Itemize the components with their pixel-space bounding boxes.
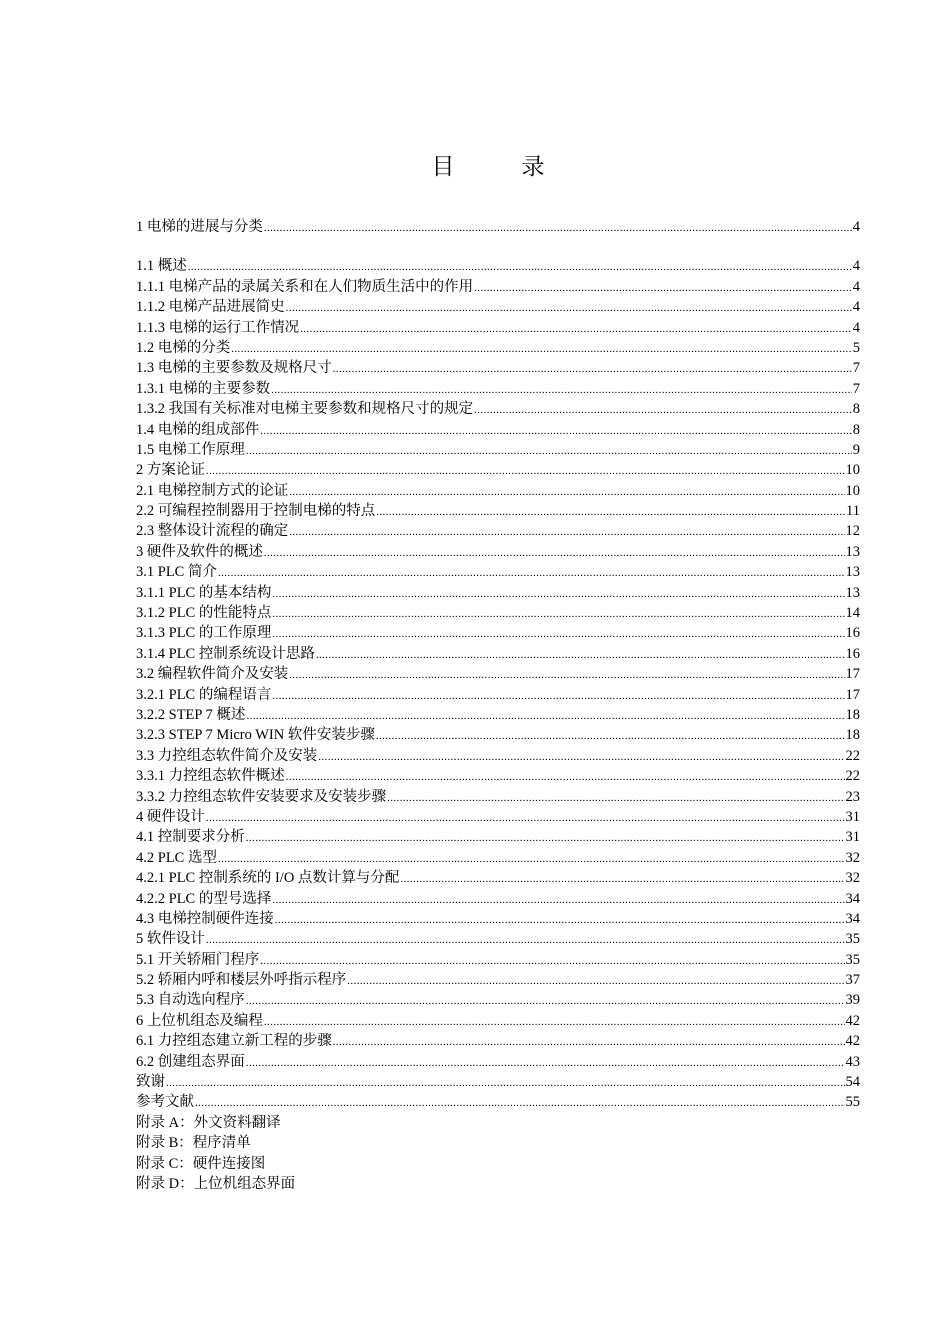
toc-entry-page-number: 39 bbox=[845, 992, 860, 1009]
toc-entry[interactable] bbox=[136, 440, 860, 460]
toc-entry[interactable] bbox=[136, 807, 860, 827]
toc-dot-leader bbox=[318, 747, 844, 767]
toc-entry-page-number: 22 bbox=[845, 747, 860, 764]
toc-entry-page-number: 31 bbox=[845, 808, 860, 825]
toc-entry-page-number: 17 bbox=[845, 666, 860, 683]
toc-entry-label: 3.1.3 PLC 的工作原理 bbox=[136, 625, 272, 642]
toc-dot-leader bbox=[316, 645, 845, 665]
toc-entry-label: 3.2.3 STEP 7 Micro WIN 软件安装步骤 bbox=[136, 727, 375, 744]
toc-entry-page-number: 10 bbox=[845, 462, 860, 479]
toc-entry[interactable] bbox=[136, 827, 860, 847]
toc-entry-page-number: 42 bbox=[845, 1033, 860, 1050]
toc-dot-leader bbox=[272, 890, 844, 910]
toc-entry-label: 附录 D：上位机组态界面 bbox=[136, 1175, 296, 1192]
toc-entry[interactable] bbox=[136, 909, 860, 929]
toc-dot-leader bbox=[206, 930, 845, 950]
toc-entry-label: 致谢 bbox=[136, 1074, 165, 1091]
toc-entry[interactable] bbox=[136, 217, 860, 237]
toc-entry-page-number: 5 bbox=[852, 339, 860, 356]
toc-entry-page-number: 14 bbox=[845, 605, 860, 622]
toc-entry-page-number: 10 bbox=[845, 482, 860, 499]
toc-entry[interactable] bbox=[136, 929, 860, 949]
toc-entry[interactable] bbox=[136, 1154, 860, 1174]
toc-entry[interactable] bbox=[136, 277, 860, 297]
toc-dot-leader bbox=[333, 1032, 845, 1052]
toc-entry-label: 附录 C：硬件连接图 bbox=[136, 1155, 266, 1172]
toc-entry[interactable] bbox=[136, 562, 860, 582]
toc-entry-label: 4.2.1 PLC 控制系统的 I/O 点数计算与分配 bbox=[136, 870, 400, 887]
toc-entry[interactable] bbox=[136, 1174, 860, 1194]
toc-entry-page-number: 16 bbox=[845, 645, 860, 662]
toc-entry[interactable] bbox=[136, 256, 860, 276]
toc-entry[interactable] bbox=[136, 542, 860, 562]
toc-dot-leader bbox=[166, 1073, 845, 1093]
toc-list bbox=[136, 217, 860, 1194]
toc-entry-page-number: 35 bbox=[845, 951, 860, 968]
toc-entry[interactable] bbox=[136, 297, 860, 317]
toc-entry-page-number: 23 bbox=[845, 788, 860, 805]
toc-dot-leader bbox=[400, 869, 844, 889]
toc-entry[interactable] bbox=[136, 766, 860, 786]
toc-entry-page-number: 31 bbox=[845, 829, 860, 846]
toc-entry-page-number: 22 bbox=[845, 768, 860, 785]
toc-entry[interactable] bbox=[136, 583, 860, 603]
toc-entry[interactable] bbox=[136, 358, 860, 378]
toc-dot-leader bbox=[289, 522, 844, 542]
toc-entry-label: 1 电梯的进展与分类 bbox=[136, 219, 263, 235]
toc-dot-leader bbox=[272, 584, 844, 604]
toc-dot-leader bbox=[272, 686, 844, 706]
toc-entry-page-number: 9 bbox=[852, 441, 860, 458]
toc-dot-leader bbox=[264, 543, 845, 563]
toc-dot-leader bbox=[347, 971, 844, 991]
toc-dot-leader bbox=[206, 808, 845, 828]
toc-entry-page-number: 34 bbox=[845, 910, 860, 927]
toc-entry-page-number: 12 bbox=[845, 523, 860, 540]
toc-entry-label: 3.1.2 PLC 的性能特点 bbox=[136, 605, 272, 622]
toc-entry-label: 参考文献 bbox=[136, 1094, 194, 1111]
toc-entry-label: 2 方案论证 bbox=[136, 462, 205, 479]
toc-entry-label: 1.1.3 电梯的运行工作情况 bbox=[136, 319, 300, 336]
toc-dot-leader bbox=[272, 624, 844, 644]
toc-entry[interactable] bbox=[136, 318, 860, 338]
toc-entry-label: 3.1.1 PLC 的基本结构 bbox=[136, 584, 272, 601]
toc-entry[interactable] bbox=[136, 889, 860, 909]
toc-entry-page-number: 13 bbox=[845, 584, 860, 601]
toc-entry-label: 1.5 电梯工作原理 bbox=[136, 441, 245, 458]
toc-entry-label: 3.3 力控组态软件简介及安装 bbox=[136, 747, 318, 764]
toc-entry[interactable] bbox=[136, 1011, 860, 1031]
toc-dot-leader bbox=[275, 910, 845, 930]
toc-entry[interactable] bbox=[136, 705, 860, 725]
toc-dot-leader bbox=[188, 257, 852, 277]
toc-entry-page-number: 43 bbox=[845, 1053, 860, 1070]
toc-dot-leader bbox=[271, 380, 852, 400]
toc-entry-label: 4.2.2 PLC 的型号选择 bbox=[136, 890, 272, 907]
toc-entry-label: 附录 A：外文资料翻译 bbox=[136, 1114, 281, 1131]
toc-entry[interactable] bbox=[136, 603, 860, 623]
toc-entry[interactable] bbox=[136, 1092, 860, 1112]
toc-entry-label: 3 硬件及软件的概述 bbox=[136, 543, 263, 560]
toc-entry-page-number: 18 bbox=[845, 727, 860, 744]
toc-entry[interactable] bbox=[136, 481, 860, 501]
toc-entry-page-number: 32 bbox=[845, 870, 860, 887]
toc-dot-leader bbox=[300, 319, 852, 339]
toc-entry-page-number: 37 bbox=[845, 972, 860, 989]
toc-entry[interactable] bbox=[136, 420, 860, 440]
toc-entry-label: 3.3.1 力控组态软件概述 bbox=[136, 768, 285, 785]
toc-entry-label: 1.4 电梯的组成部件 bbox=[136, 421, 260, 438]
toc-title: 目 录 bbox=[431, 154, 567, 179]
toc-entry-label: 5.1 开关轿厢门程序 bbox=[136, 951, 260, 968]
toc-entry-label: 3.2.1 PLC 的编程语言 bbox=[136, 686, 272, 703]
toc-entry-label: 5 软件设计 bbox=[136, 931, 205, 948]
toc-entry-page-number: 4 bbox=[852, 319, 860, 336]
toc-entry[interactable] bbox=[136, 1031, 860, 1051]
toc-entry-label: 1.1.2 电梯产品进展简史 bbox=[136, 299, 285, 316]
toc-entry-page-number: 11 bbox=[846, 503, 860, 520]
toc-dot-leader bbox=[246, 706, 844, 726]
toc-entry-label: 5.2 轿厢内呼和楼层外呼指示程序 bbox=[136, 972, 347, 989]
toc-entry-label: 6.1 力控组态建立新工程的步骤 bbox=[136, 1033, 332, 1050]
toc-dot-leader bbox=[218, 849, 845, 869]
toc-entry[interactable] bbox=[136, 1052, 860, 1072]
toc-dot-leader bbox=[376, 726, 845, 746]
toc-entry[interactable] bbox=[136, 990, 860, 1010]
toc-entry-page-number: 18 bbox=[845, 706, 860, 723]
toc-dot-leader bbox=[246, 1053, 845, 1073]
toc-dot-leader bbox=[260, 951, 844, 971]
toc-entry-label: 3.1 PLC 简介 bbox=[136, 564, 217, 581]
toc-entry[interactable] bbox=[136, 501, 860, 521]
toc-dot-leader bbox=[289, 665, 844, 685]
toc-dot-leader bbox=[260, 421, 852, 441]
toc-dot-leader bbox=[246, 441, 852, 461]
toc-entry-label: 1.1.1 电梯产品的录属关系和在人们物质生活中的作用 bbox=[136, 278, 474, 295]
toc-entry-page-number: 8 bbox=[852, 401, 860, 418]
toc-entry-label: 1.3.1 电梯的主要参数 bbox=[136, 380, 271, 397]
toc-entry-label: 4.2 PLC 选型 bbox=[136, 849, 217, 866]
toc-entry[interactable] bbox=[136, 970, 860, 990]
toc-entry-label: 4.1 控制要求分析 bbox=[136, 829, 245, 846]
toc-entry-page-number: 16 bbox=[845, 625, 860, 642]
toc-dot-leader bbox=[286, 298, 852, 318]
toc-entry-page-number: 7 bbox=[852, 360, 860, 377]
toc-entry-label: 2.1 电梯控制方式的论证 bbox=[136, 482, 289, 499]
toc-entry-page-number: 4 bbox=[852, 258, 860, 275]
toc-entry-page-number: 7 bbox=[852, 380, 860, 397]
toc-entry-label: 附录 B：程序清单 bbox=[136, 1135, 251, 1152]
toc-entry[interactable] bbox=[136, 460, 860, 480]
toc-entry-label: 5.3 自动选向程序 bbox=[136, 992, 245, 1009]
toc-dot-leader bbox=[246, 828, 845, 848]
toc-entry-page-number: 4 bbox=[852, 278, 860, 295]
toc-entry-page-number: 55 bbox=[845, 1094, 860, 1111]
toc-entry[interactable] bbox=[136, 1072, 860, 1092]
toc-dot-leader bbox=[206, 461, 845, 481]
toc-entry[interactable] bbox=[136, 664, 860, 684]
toc-entry-label: 3.3.2 力控组态软件安装要求及安装步骤 bbox=[136, 788, 387, 805]
toc-entry[interactable] bbox=[136, 521, 860, 541]
toc-entry-page-number: 4 bbox=[852, 299, 860, 316]
toc-dot-leader bbox=[195, 1093, 845, 1113]
toc-entry-label: 4.3 电梯控制硬件连接 bbox=[136, 910, 274, 927]
toc-dot-leader bbox=[264, 218, 852, 238]
toc-entry[interactable] bbox=[136, 338, 860, 358]
toc-entry[interactable] bbox=[136, 623, 860, 643]
toc-dot-leader bbox=[231, 339, 852, 359]
toc-dot-leader bbox=[376, 502, 845, 522]
toc-entry[interactable] bbox=[136, 379, 860, 399]
toc-dot-leader bbox=[474, 278, 852, 298]
toc-entry-page-number: 13 bbox=[845, 543, 860, 560]
toc-entry[interactable] bbox=[136, 1133, 860, 1153]
toc-dot-leader bbox=[289, 482, 844, 502]
toc-entry[interactable] bbox=[136, 399, 860, 419]
toc-entry[interactable] bbox=[136, 950, 860, 970]
toc-entry-page-number: 13 bbox=[845, 564, 860, 581]
toc-dot-leader bbox=[474, 400, 852, 420]
toc-entry[interactable] bbox=[136, 848, 860, 868]
toc-entry[interactable] bbox=[136, 725, 860, 745]
toc-dot-leader bbox=[264, 1012, 845, 1032]
toc-entry-page-number: 32 bbox=[845, 849, 860, 866]
toc-entry-page-number: 34 bbox=[845, 890, 860, 907]
toc-entry-label: 3.2 编程软件简介及安装 bbox=[136, 666, 289, 683]
toc-entry-label: 2.2 可编程控制器用于控制电梯的特点 bbox=[136, 503, 376, 520]
toc-entry-page-number: 35 bbox=[845, 931, 860, 948]
toc-entry[interactable] bbox=[136, 868, 860, 888]
toc-entry-label: 3.2.2 STEP 7 概述 bbox=[136, 706, 246, 723]
toc-entry-label: 3.1.4 PLC 控制系统设计思路 bbox=[136, 645, 315, 662]
toc-dot-leader bbox=[218, 563, 845, 583]
toc-entry-label: 6 上位机组态及编程 bbox=[136, 1012, 263, 1029]
toc-entry-label: 4 硬件设计 bbox=[136, 808, 205, 825]
toc-entry[interactable] bbox=[136, 644, 860, 664]
toc-dot-leader bbox=[246, 991, 845, 1011]
toc-dot-leader bbox=[286, 767, 845, 787]
toc-entry-page-number: 8 bbox=[852, 421, 860, 438]
toc-entry-label: 1.2 电梯的分类 bbox=[136, 339, 231, 356]
toc-entry-label: 1.3 电梯的主要参数及规格尺寸 bbox=[136, 360, 332, 377]
toc-entry-page-number: 54 bbox=[845, 1074, 860, 1091]
toc-entry-label: 2.3 整体设计流程的确定 bbox=[136, 523, 289, 540]
toc-entry[interactable] bbox=[136, 685, 860, 705]
toc-dot-leader bbox=[387, 788, 844, 808]
toc-entry-page-number: 42 bbox=[845, 1012, 860, 1029]
toc-dot-leader bbox=[333, 359, 852, 379]
toc-entry-label: 1.1 概述 bbox=[136, 258, 187, 275]
toc-dot-leader bbox=[272, 604, 844, 624]
toc-entry[interactable] bbox=[136, 746, 860, 766]
toc-entry-page-number: 4 bbox=[852, 219, 860, 235]
toc-entry-label: 6.2 创建组态界面 bbox=[136, 1053, 245, 1070]
toc-entry-label: 1.3.2 我国有关标准对电梯主要参数和规格尺寸的规定 bbox=[136, 401, 474, 418]
toc-entry[interactable] bbox=[136, 1113, 860, 1133]
toc-entry[interactable] bbox=[136, 787, 860, 807]
toc-entry-page-number: 17 bbox=[845, 686, 860, 703]
